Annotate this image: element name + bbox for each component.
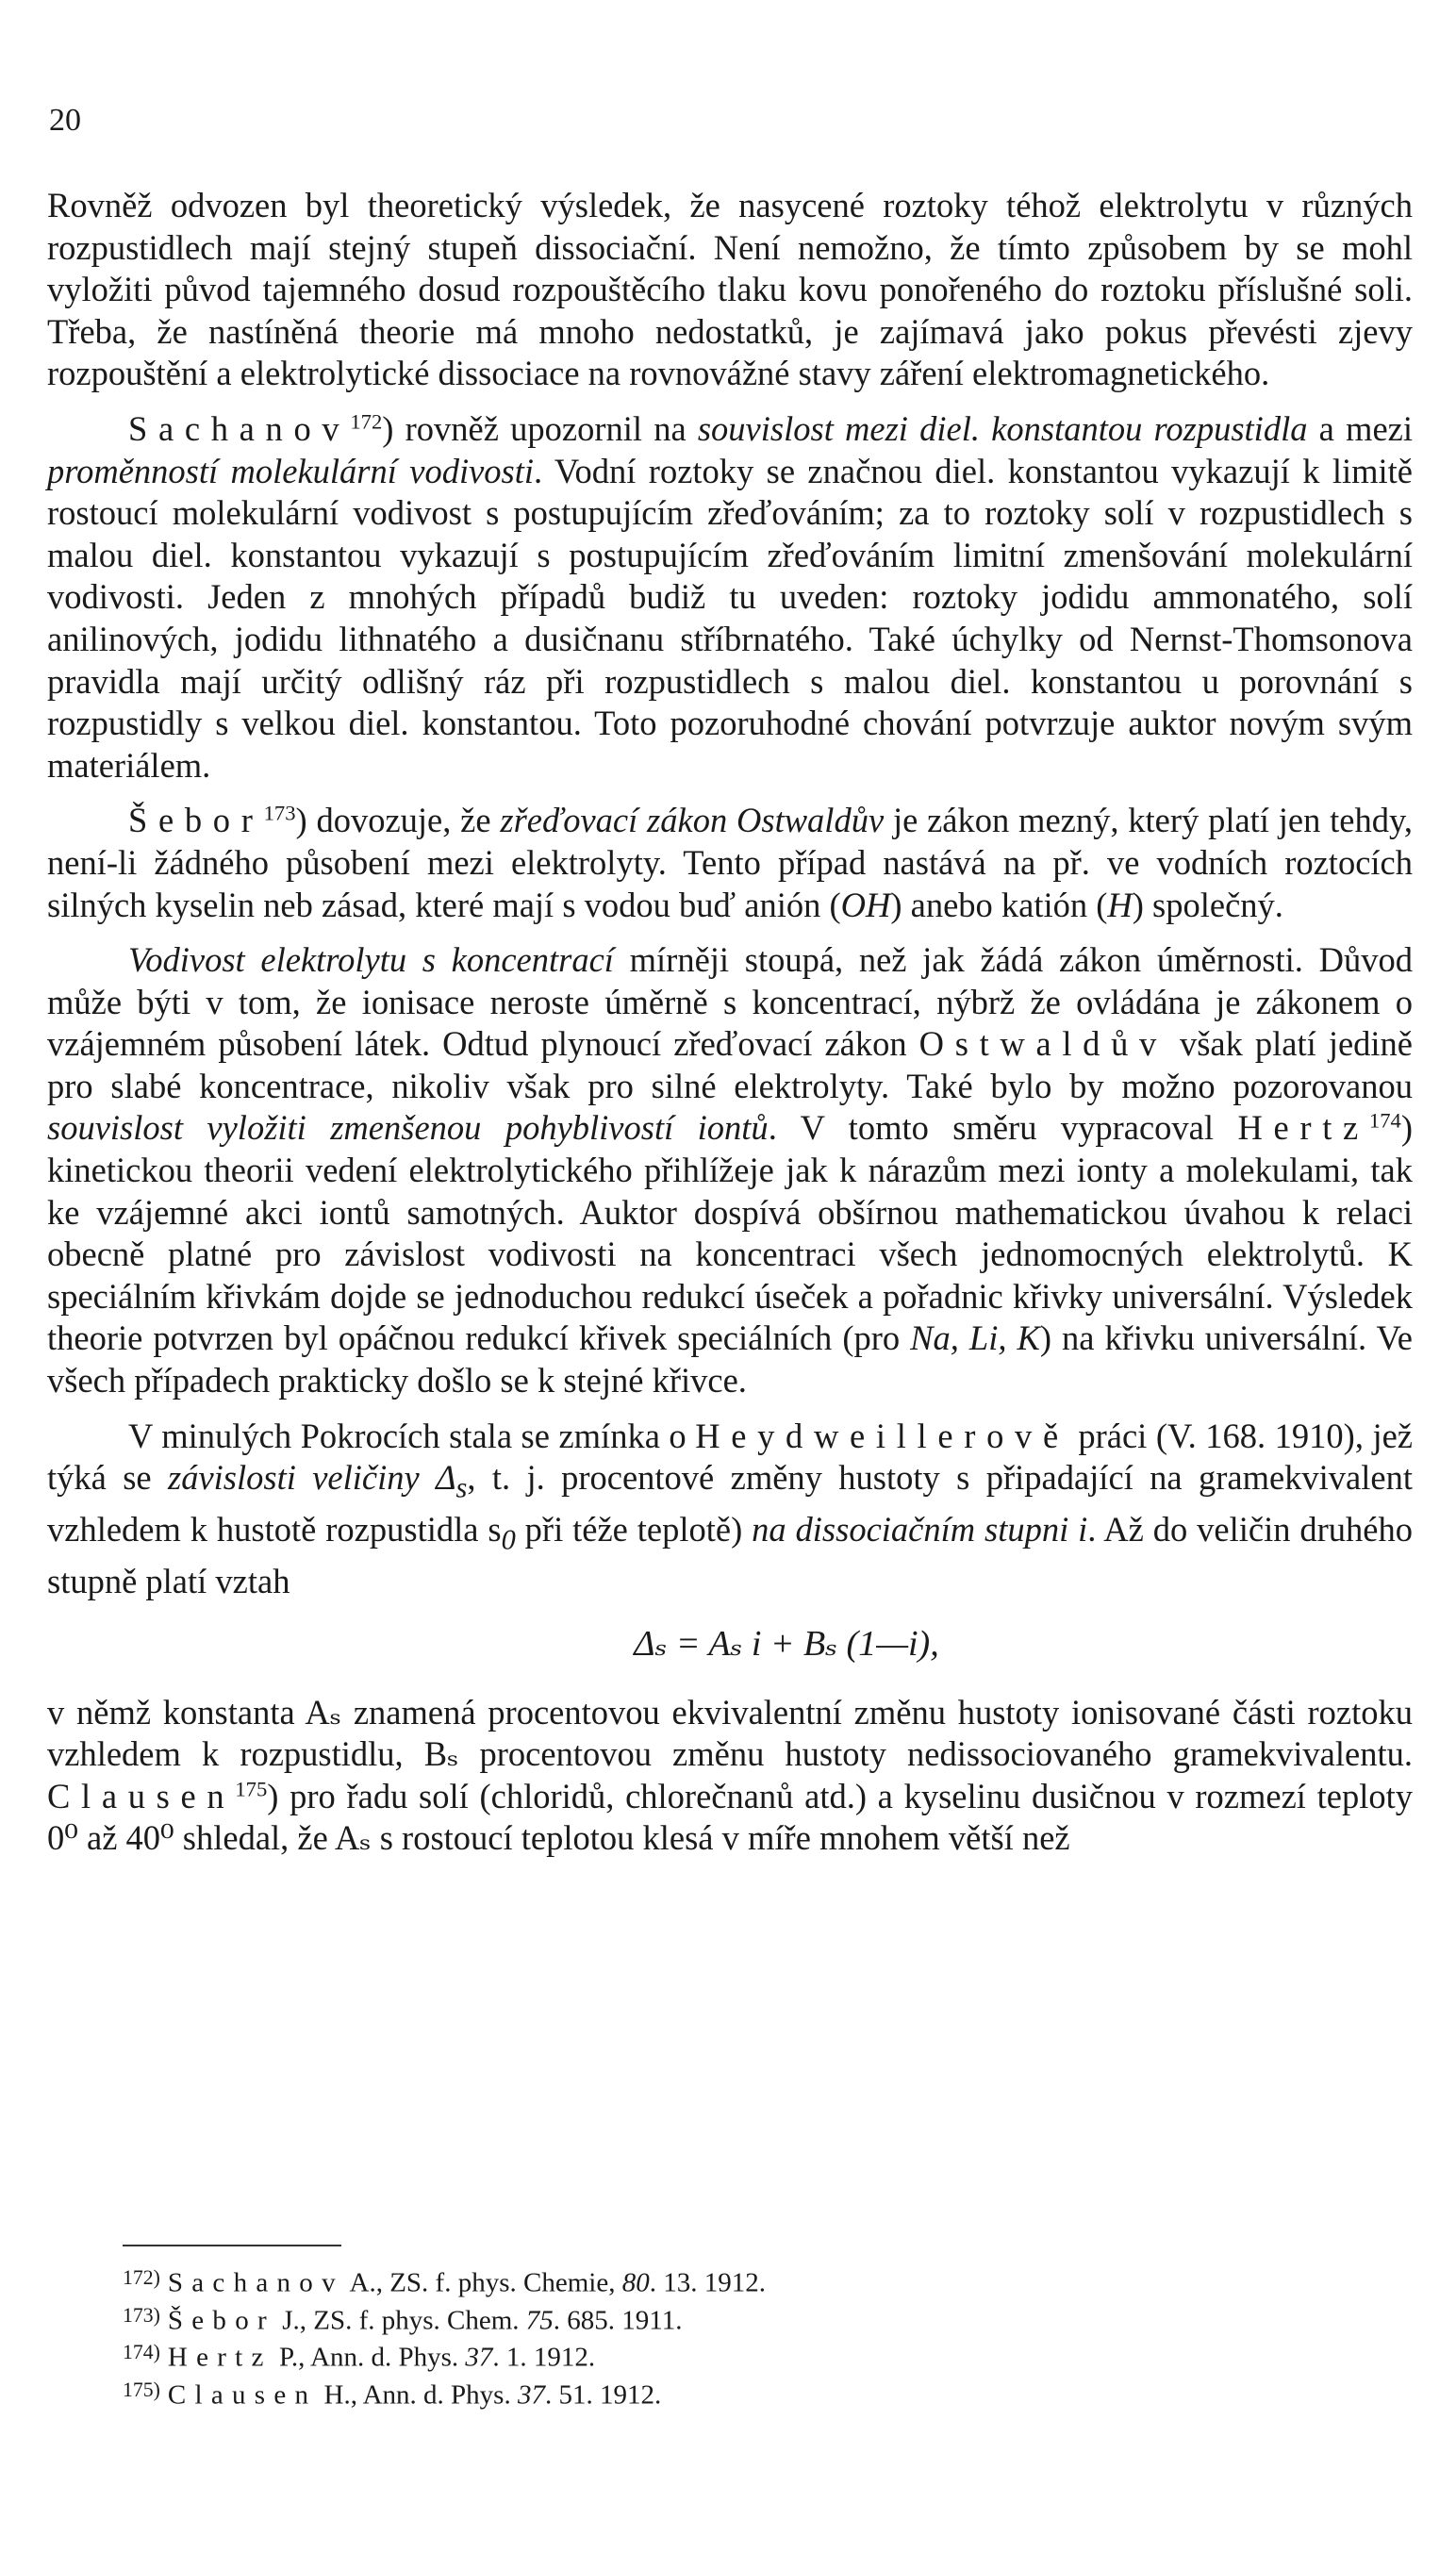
footnote-author: Hertz [167, 2342, 273, 2373]
paragraph-3 [47, 800, 1413, 926]
footnote-ref: 175 [235, 1777, 268, 1801]
text-run: ) společný. [1132, 885, 1283, 924]
text-run: ) anebo katión ( [890, 885, 1108, 924]
paragraph-2 [47, 408, 1413, 787]
author-name: Sachanov [128, 408, 351, 448]
author-name: Clausen [47, 1776, 236, 1815]
footnote-text: . 13. 1912. [649, 2267, 766, 2298]
footnote-volume: 37 [517, 2379, 545, 2411]
footnotes [123, 2262, 1348, 2411]
footnote [123, 2262, 1348, 2299]
footnote [123, 2374, 1348, 2412]
text-run: ) kinetickou theorii vedení elektrolytického přihlížeje jak k nárazům mezi ionty a molekulami, tak ke vzájemné akci iontů samotných. Auktor dospívá obšírnou mathematickou úvahou k relaci obecně platné pro závislost vodivosti na koncentraci všech jednomocných elektrolytů. K speciálním křivkám dojde se jednoduchou redukcí úseček a pořadnic křivky universální. Výsledek theorie potvrzen byl opáčnou redukcí křivek speciálních (pro [47, 1108, 1414, 1358]
text-run: . Vodní roztoky se značnou diel. konstantou vykazují k limitě rostoucí molekulární vodivost s postupujícím zřeďováním; za to roztoky solí v rozpustidlech s malou diel. konstantou vykazují s postupujícím zřeďováním limitní zmenšování molekulární vodivosti. Jeden z mnohých případů budiž tu uveden: roztoky jodidu ammonatého, solí anilinových, jodidu lithnatého a dusičnanu stříbrnatého. Také úchylky od Nernst-Thomsonova pravidla mají určitý odlišný ráz při rozpustidlech s malou diel. konstantou u porovnání s rozpustidly s velkou diel. konstantou. Toto pozoruhodné chování potvrzuje auktor novým svým materiálem. [47, 451, 1413, 785]
italic-run: závislosti veličiny Δ [167, 1458, 456, 1498]
text-run: . Až do veličin druhého stupně platí vztah [47, 1510, 1413, 1600]
footnote-number: 172) [123, 2266, 160, 2289]
paragraph-6 [47, 1692, 1413, 1860]
italic-run: Na, Li, K [910, 1318, 1040, 1358]
text-run: práci (V. 168. 1910), jež týká se [47, 1416, 1414, 1498]
author-name: Šebor [128, 801, 264, 840]
footnote [123, 2299, 1348, 2337]
text-run: . V tomto směru vypracoval [768, 1108, 1238, 1148]
text-run: je zákon mezný, který platí jen tehdy, není-li žádného působení mezi elektrolyty. Tento případ nastává na př. ve vodních roztocích silných kyselin neb zásad, které mají s vodou buď anión ( [47, 801, 1413, 924]
text-run: ) pro řadu solí (chloridů, chlorečnanů atd.) a kyselinu dusičnou v rozmezí teploty 0⁰ až 40⁰ shledal, že Aₛ s rostoucí teplotou klesá v míře mnohem větší než [47, 1776, 1413, 1858]
footnote-text: . 51. 1912. [544, 2379, 662, 2411]
text-run: ) dovozuje, že [295, 801, 501, 840]
text-run: však platí jedině pro slabé koncentrace, nikoliv však pro silné elektrolyty. Také bylo by možno pozorovanou [47, 1024, 1414, 1105]
text-run: v němž konstanta Aₛ znamená procentovou ekvivalentní změnu hustoty ionisované části roztoku vzhledem k rozpustidlu, Bₛ procentovou změnu hustoty nedissociovaného gramekvivalentu. [47, 1692, 1413, 1774]
footnote-text: P., Ann. d. Phys. [272, 2342, 466, 2373]
body-text [47, 185, 1413, 1873]
text-run: mírněji stoupá, než jak žádá zákon úměrnosti. Důvod může býti v tom, že ionisace neroste úměrně s koncentrací, nýbrž že ovládána je zákonem o vzájemném působení látek. Odtud plynoucí zřeďovací zákon [47, 940, 1413, 1064]
footnote-number: 174) [123, 2341, 160, 2364]
italic-run: na dissociačním stupni i [752, 1510, 1088, 1550]
text-run: V minulých Pokrocích stala se zmínka o [128, 1416, 696, 1455]
italic-run: Vodivost elektrolytu s koncentrací [128, 940, 614, 980]
footnote-volume: 37 [465, 2342, 493, 2373]
text-run: ) na křivku universální. Ve všech případech prakticky došlo se k stejné křivce. [47, 1318, 1413, 1401]
footnote-ref: 173 [263, 801, 296, 825]
footnote-number: 173) [123, 2303, 160, 2327]
footnote-volume: 75 [525, 2305, 554, 2336]
paragraph-1: Rovněž odvozen byl theoretický výsledek, že nasycené roztoky téhož elektrolytu v různých rozpustidlech mají stejný stupeň dissociační. Není nemožno, že tímto způsobem by se mohl vyložiti původ tajemného dosud rozpouštěcího tlaku kovu ponořeného do roztoku příslušné soli. Třeba, že nastíněná theorie má mnoho nedostatků, je zajímavá jako pokus převésti zjevy rozpouštění a elektrolytické dissociace na rovnovážné stavy záření elektromagnetického. [47, 186, 1413, 393]
text-run: při téže teplotě) [515, 1510, 753, 1550]
italic-run: OH [840, 885, 891, 924]
footnote-volume: 80 [621, 2267, 650, 2298]
italic-run: souvislost vyložiti zmenšenou pohyblivostí iontů [47, 1108, 769, 1148]
footnote-text: . 1. 1912. [492, 2342, 596, 2373]
footnote-author: Sachanov [167, 2267, 344, 2298]
footnote-divider [123, 2245, 341, 2246]
footnote-text: A., ZS. f. phys. Chemie, [343, 2267, 622, 2298]
author-name: Ostwaldův [918, 1024, 1167, 1064]
footnote-author: Clausen [167, 2379, 318, 2411]
subscript: s [455, 1471, 468, 1504]
text-run: , t. j. procentové změny hustoty s připadající na gramekvivalent vzhledem k hustotě rozpustidla s [47, 1458, 1413, 1550]
footnote-number: 175) [123, 2378, 160, 2401]
italic-run: H [1107, 885, 1133, 924]
footnote-text: H., Ann. d. Phys. [317, 2379, 518, 2411]
footnote-ref: 174 [1368, 1109, 1401, 1134]
paragraph-5 [47, 1416, 1413, 1603]
footnote [123, 2336, 1348, 2374]
footnote-text: J., ZS. f. phys. Chem. [274, 2305, 526, 2336]
subscript: 0 [501, 1523, 516, 1556]
italic-run: proměnností molekulární vodivosti [47, 451, 535, 490]
text-run: ) rovněž upozornil na [382, 408, 698, 448]
author-name: Heydweillerově [695, 1416, 1069, 1455]
equation: Δₛ = Aₛ i + Bₛ (1—i), [634, 1623, 939, 1664]
footnote-text: . 685. 1911. [553, 2305, 683, 2336]
footnote-ref: 172 [350, 409, 383, 434]
footnote-author: Šebor [167, 2305, 275, 2336]
paragraph-4 [47, 939, 1413, 1402]
italic-run: zřeďovací zákon Ostwaldův [500, 801, 885, 840]
author-name: Hertz [1237, 1108, 1369, 1148]
text-run: a mezi [1307, 408, 1413, 448]
page-number: 20 [49, 103, 81, 138]
italic-run: souvislost mezi diel. konstantou rozpustidla [697, 408, 1308, 448]
